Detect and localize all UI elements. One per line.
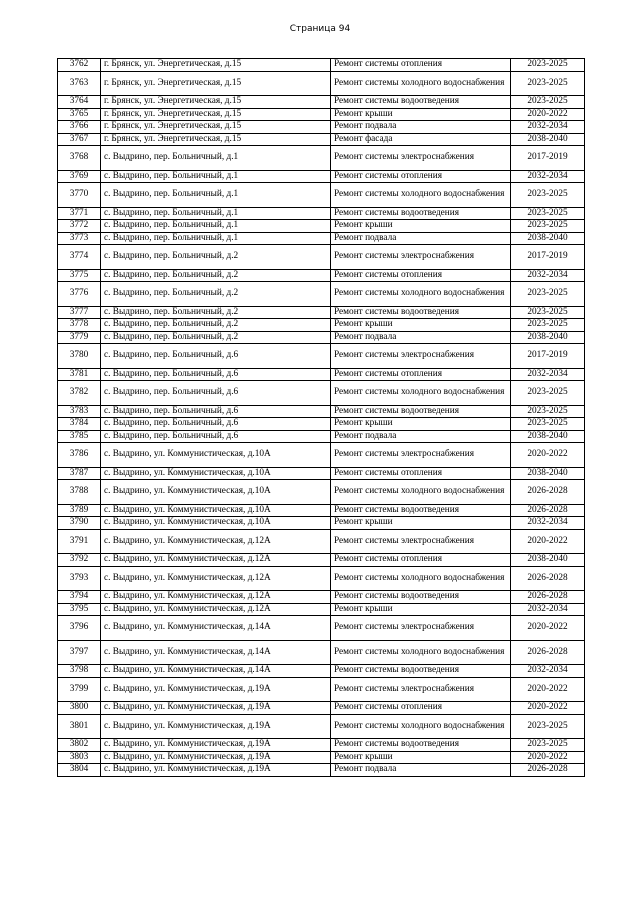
table-row bbox=[58, 59, 585, 72]
row-number-cell: 3788 bbox=[58, 480, 101, 505]
address-cell: с. Выдрино, ул. Коммунистическая, д.10А bbox=[101, 504, 331, 517]
table-row bbox=[58, 146, 585, 171]
address-cell: с. Выдрино, пер. Больничный, д.2 bbox=[101, 245, 331, 270]
row-number-cell: 3790 bbox=[58, 517, 101, 530]
works-table bbox=[57, 58, 585, 777]
address-cell: с. Выдрино, пер. Больничный, д.1 bbox=[101, 232, 331, 245]
address-cell: с. Выдрино, ул. Коммунистическая, д.12А bbox=[101, 529, 331, 554]
period-cell: 2032-2034 bbox=[511, 368, 585, 381]
row-number-cell: 3795 bbox=[58, 603, 101, 616]
address-cell: с. Выдрино, пер. Больничный, д.1 bbox=[101, 220, 331, 233]
row-number-cell: 3784 bbox=[58, 418, 101, 431]
work-type-cell: Ремонт подвала bbox=[331, 232, 511, 245]
row-number-cell: 3796 bbox=[58, 616, 101, 641]
period-cell: 2020-2022 bbox=[511, 702, 585, 715]
address-cell: с. Выдрино, ул. Коммунистическая, д.19А bbox=[101, 677, 331, 702]
period-cell: 2023-2025 bbox=[511, 59, 585, 72]
table-row bbox=[58, 133, 585, 146]
row-number-cell: 3791 bbox=[58, 529, 101, 554]
address-cell: с. Выдрино, ул. Коммунистическая, д.19А bbox=[101, 739, 331, 752]
table-row bbox=[58, 504, 585, 517]
period-cell: 2038-2040 bbox=[511, 467, 585, 480]
address-cell: с. Выдрино, пер. Больничный, д.1 bbox=[101, 207, 331, 220]
row-number-cell: 3767 bbox=[58, 133, 101, 146]
address-cell: с. Выдрино, ул. Коммунистическая, д.19А bbox=[101, 751, 331, 764]
address-cell: с. Выдрино, ул. Коммунистическая, д.19А bbox=[101, 714, 331, 739]
address-cell: с. Выдрино, ул. Коммунистическая, д.14А bbox=[101, 616, 331, 641]
work-type-cell: Ремонт крыши bbox=[331, 517, 511, 530]
table-row bbox=[58, 220, 585, 233]
period-cell: 2020-2022 bbox=[511, 751, 585, 764]
address-cell: с. Выдрино, пер. Больничный, д.6 bbox=[101, 381, 331, 406]
table-row bbox=[58, 665, 585, 678]
table-row bbox=[58, 108, 585, 121]
period-cell: 2023-2025 bbox=[511, 282, 585, 307]
address-cell: г. Брянск, ул. Энергетическая, д.15 bbox=[101, 108, 331, 121]
work-type-cell: Ремонт подвала bbox=[331, 430, 511, 443]
period-cell: 2023-2025 bbox=[511, 220, 585, 233]
row-number-cell: 3779 bbox=[58, 331, 101, 344]
row-number-cell: 3786 bbox=[58, 443, 101, 468]
table-row bbox=[58, 183, 585, 208]
period-cell: 2023-2025 bbox=[511, 418, 585, 431]
work-type-cell: Ремонт системы отопления bbox=[331, 554, 511, 567]
work-type-cell: Ремонт системы электроснабжения bbox=[331, 146, 511, 171]
row-number-cell: 3785 bbox=[58, 430, 101, 443]
period-cell: 2032-2034 bbox=[511, 121, 585, 134]
table-row bbox=[58, 480, 585, 505]
period-cell: 2020-2022 bbox=[511, 443, 585, 468]
table-row bbox=[58, 306, 585, 319]
period-cell: 2026-2028 bbox=[511, 764, 585, 777]
period-cell: 2020-2022 bbox=[511, 677, 585, 702]
table-row bbox=[58, 616, 585, 641]
period-cell: 2026-2028 bbox=[511, 591, 585, 604]
work-type-cell: Ремонт системы отопления bbox=[331, 368, 511, 381]
table-row bbox=[58, 751, 585, 764]
table-row bbox=[58, 640, 585, 665]
row-number-cell: 3763 bbox=[58, 71, 101, 96]
work-type-cell: Ремонт системы отопления bbox=[331, 269, 511, 282]
row-number-cell: 3797 bbox=[58, 640, 101, 665]
table-row bbox=[58, 282, 585, 307]
row-number-cell: 3803 bbox=[58, 751, 101, 764]
work-type-cell: Ремонт системы холодного водоснабжения bbox=[331, 183, 511, 208]
table-row bbox=[58, 269, 585, 282]
work-type-cell: Ремонт системы водоотведения bbox=[331, 504, 511, 517]
address-cell: с. Выдрино, пер. Больничный, д.1 bbox=[101, 183, 331, 208]
row-number-cell: 3765 bbox=[58, 108, 101, 121]
address-cell: с. Выдрино, пер. Больничный, д.6 bbox=[101, 344, 331, 369]
row-number-cell: 3762 bbox=[58, 59, 101, 72]
table-row bbox=[58, 71, 585, 96]
table-row bbox=[58, 319, 585, 332]
row-number-cell: 3802 bbox=[58, 739, 101, 752]
address-cell: с. Выдрино, ул. Коммунистическая, д.14А bbox=[101, 640, 331, 665]
work-type-cell: Ремонт системы холодного водоснабжения bbox=[331, 71, 511, 96]
period-cell: 2038-2040 bbox=[511, 430, 585, 443]
period-cell: 2032-2034 bbox=[511, 517, 585, 530]
period-cell: 2023-2025 bbox=[511, 207, 585, 220]
table-row bbox=[58, 96, 585, 109]
period-cell: 2032-2034 bbox=[511, 170, 585, 183]
table-row bbox=[58, 517, 585, 530]
address-cell: г. Брянск, ул. Энергетическая, д.15 bbox=[101, 71, 331, 96]
address-cell: г. Брянск, ул. Энергетическая, д.15 bbox=[101, 96, 331, 109]
row-number-cell: 3771 bbox=[58, 207, 101, 220]
address-cell: с. Выдрино, ул. Коммунистическая, д.10А bbox=[101, 480, 331, 505]
page-header: Страница 94 bbox=[289, 24, 351, 34]
row-number-cell: 3770 bbox=[58, 183, 101, 208]
table-row bbox=[58, 566, 585, 591]
work-type-cell: Ремонт системы водоотведения bbox=[331, 306, 511, 319]
work-type-cell: Ремонт подвала bbox=[331, 331, 511, 344]
period-cell: 2023-2025 bbox=[511, 319, 585, 332]
address-cell: с. Выдрино, пер. Больничный, д.6 bbox=[101, 418, 331, 431]
work-type-cell: Ремонт системы электроснабжения bbox=[331, 529, 511, 554]
period-cell: 2023-2025 bbox=[511, 405, 585, 418]
row-number-cell: 3781 bbox=[58, 368, 101, 381]
row-number-cell: 3782 bbox=[58, 381, 101, 406]
row-number-cell: 3783 bbox=[58, 405, 101, 418]
row-number-cell: 3775 bbox=[58, 269, 101, 282]
work-type-cell: Ремонт системы водоотведения bbox=[331, 665, 511, 678]
row-number-cell: 3776 bbox=[58, 282, 101, 307]
row-number-cell: 3801 bbox=[58, 714, 101, 739]
work-type-cell: Ремонт системы водоотведения bbox=[331, 96, 511, 109]
work-type-cell: Ремонт системы отопления bbox=[331, 170, 511, 183]
work-type-cell: Ремонт системы отопления bbox=[331, 467, 511, 480]
period-cell: 2038-2040 bbox=[511, 232, 585, 245]
address-cell: с. Выдрино, ул. Коммунистическая, д.14А bbox=[101, 665, 331, 678]
row-number-cell: 3780 bbox=[58, 344, 101, 369]
work-type-cell: Ремонт системы холодного водоснабжения bbox=[331, 480, 511, 505]
address-cell: с. Выдрино, пер. Больничный, д.2 bbox=[101, 331, 331, 344]
period-cell: 2020-2022 bbox=[511, 616, 585, 641]
address-cell: с. Выдрино, ул. Коммунистическая, д.10А bbox=[101, 443, 331, 468]
table-row bbox=[58, 529, 585, 554]
period-cell: 2026-2028 bbox=[511, 566, 585, 591]
work-type-cell: Ремонт крыши bbox=[331, 603, 511, 616]
address-cell: с. Выдрино, пер. Больничный, д.2 bbox=[101, 306, 331, 319]
work-type-cell: Ремонт системы электроснабжения bbox=[331, 344, 511, 369]
row-number-cell: 3774 bbox=[58, 245, 101, 270]
row-number-cell: 3793 bbox=[58, 566, 101, 591]
table-row bbox=[58, 591, 585, 604]
address-cell: с. Выдрино, ул. Коммунистическая, д.12А bbox=[101, 591, 331, 604]
address-cell: г. Брянск, ул. Энергетическая, д.15 bbox=[101, 59, 331, 72]
work-type-cell: Ремонт системы отопления bbox=[331, 702, 511, 715]
row-number-cell: 3768 bbox=[58, 146, 101, 171]
address-cell: с. Выдрино, ул. Коммунистическая, д.19А bbox=[101, 702, 331, 715]
work-type-cell: Ремонт подвала bbox=[331, 121, 511, 134]
table-row bbox=[58, 207, 585, 220]
works-table-body bbox=[58, 59, 585, 777]
work-type-cell: Ремонт крыши bbox=[331, 418, 511, 431]
period-cell: 2023-2025 bbox=[511, 71, 585, 96]
work-type-cell: Ремонт крыши bbox=[331, 108, 511, 121]
address-cell: с. Выдрино, пер. Больничный, д.2 bbox=[101, 282, 331, 307]
table-row bbox=[58, 677, 585, 702]
address-cell: г. Брянск, ул. Энергетическая, д.15 bbox=[101, 133, 331, 146]
table-row bbox=[58, 418, 585, 431]
work-type-cell: Ремонт системы электроснабжения bbox=[331, 616, 511, 641]
period-cell: 2023-2025 bbox=[511, 306, 585, 319]
address-cell: с. Выдрино, ул. Коммунистическая, д.19А bbox=[101, 764, 331, 777]
table-row bbox=[58, 739, 585, 752]
work-type-cell: Ремонт системы холодного водоснабжения bbox=[331, 714, 511, 739]
address-cell: с. Выдрино, пер. Больничный, д.1 bbox=[101, 170, 331, 183]
row-number-cell: 3789 bbox=[58, 504, 101, 517]
table-row bbox=[58, 554, 585, 567]
work-type-cell: Ремонт крыши bbox=[331, 220, 511, 233]
table-row bbox=[58, 764, 585, 777]
period-cell: 2017-2019 bbox=[511, 344, 585, 369]
work-type-cell: Ремонт системы холодного водоснабжения bbox=[331, 640, 511, 665]
work-type-cell: Ремонт системы электроснабжения bbox=[331, 443, 511, 468]
row-number-cell: 3773 bbox=[58, 232, 101, 245]
address-cell: с. Выдрино, ул. Коммунистическая, д.10А bbox=[101, 517, 331, 530]
period-cell: 2038-2040 bbox=[511, 554, 585, 567]
work-type-cell: Ремонт системы водоотведения bbox=[331, 739, 511, 752]
table-row bbox=[58, 467, 585, 480]
address-cell: с. Выдрино, пер. Больничный, д.1 bbox=[101, 146, 331, 171]
period-cell: 2038-2040 bbox=[511, 133, 585, 146]
address-cell: с. Выдрино, пер. Больничный, д.6 bbox=[101, 430, 331, 443]
period-cell: 2023-2025 bbox=[511, 739, 585, 752]
address-cell: с. Выдрино, пер. Больничный, д.2 bbox=[101, 319, 331, 332]
work-type-cell: Ремонт системы отопления bbox=[331, 59, 511, 72]
work-type-cell: Ремонт системы водоотведения bbox=[331, 207, 511, 220]
work-type-cell: Ремонт системы холодного водоснабжения bbox=[331, 282, 511, 307]
table-row bbox=[58, 381, 585, 406]
address-cell: с. Выдрино, ул. Коммунистическая, д.12А bbox=[101, 554, 331, 567]
period-cell: 2032-2034 bbox=[511, 665, 585, 678]
work-type-cell: Ремонт системы холодного водоснабжения bbox=[331, 566, 511, 591]
row-number-cell: 3804 bbox=[58, 764, 101, 777]
row-number-cell: 3766 bbox=[58, 121, 101, 134]
period-cell: 2023-2025 bbox=[511, 96, 585, 109]
work-type-cell: Ремонт системы электроснабжения bbox=[331, 677, 511, 702]
row-number-cell: 3787 bbox=[58, 467, 101, 480]
work-type-cell: Ремонт крыши bbox=[331, 319, 511, 332]
table-row bbox=[58, 430, 585, 443]
table-row bbox=[58, 405, 585, 418]
address-cell: с. Выдрино, пер. Больничный, д.6 bbox=[101, 405, 331, 418]
work-type-cell: Ремонт системы электроснабжения bbox=[331, 245, 511, 270]
row-number-cell: 3769 bbox=[58, 170, 101, 183]
address-cell: с. Выдрино, ул. Коммунистическая, д.12А bbox=[101, 603, 331, 616]
table-row bbox=[58, 603, 585, 616]
table-row bbox=[58, 368, 585, 381]
period-cell: 2038-2040 bbox=[511, 331, 585, 344]
row-number-cell: 3777 bbox=[58, 306, 101, 319]
table-row bbox=[58, 714, 585, 739]
row-number-cell: 3794 bbox=[58, 591, 101, 604]
row-number-cell: 3764 bbox=[58, 96, 101, 109]
address-cell: с. Выдрино, пер. Больничный, д.6 bbox=[101, 368, 331, 381]
row-number-cell: 3778 bbox=[58, 319, 101, 332]
work-type-cell: Ремонт системы водоотведения bbox=[331, 591, 511, 604]
work-type-cell: Ремонт подвала bbox=[331, 764, 511, 777]
period-cell: 2026-2028 bbox=[511, 504, 585, 517]
table-row bbox=[58, 121, 585, 134]
period-cell: 2032-2034 bbox=[511, 603, 585, 616]
address-cell: с. Выдрино, пер. Больничный, д.2 bbox=[101, 269, 331, 282]
work-type-cell: Ремонт фасада bbox=[331, 133, 511, 146]
row-number-cell: 3799 bbox=[58, 677, 101, 702]
period-cell: 2017-2019 bbox=[511, 245, 585, 270]
table-row bbox=[58, 245, 585, 270]
period-cell: 2023-2025 bbox=[511, 381, 585, 406]
address-cell: с. Выдрино, ул. Коммунистическая, д.12А bbox=[101, 566, 331, 591]
row-number-cell: 3800 bbox=[58, 702, 101, 715]
period-cell: 2020-2022 bbox=[511, 529, 585, 554]
work-type-cell: Ремонт системы холодного водоснабжения bbox=[331, 381, 511, 406]
period-cell: 2017-2019 bbox=[511, 146, 585, 171]
work-type-cell: Ремонт крыши bbox=[331, 751, 511, 764]
period-cell: 2026-2028 bbox=[511, 480, 585, 505]
address-cell: г. Брянск, ул. Энергетическая, д.15 bbox=[101, 121, 331, 134]
period-cell: 2032-2034 bbox=[511, 269, 585, 282]
row-number-cell: 3792 bbox=[58, 554, 101, 567]
table-row bbox=[58, 170, 585, 183]
work-type-cell: Ремонт системы водоотведения bbox=[331, 405, 511, 418]
period-cell: 2026-2028 bbox=[511, 640, 585, 665]
table-row bbox=[58, 232, 585, 245]
period-cell: 2020-2022 bbox=[511, 108, 585, 121]
period-cell: 2023-2025 bbox=[511, 183, 585, 208]
table-row bbox=[58, 443, 585, 468]
row-number-cell: 3798 bbox=[58, 665, 101, 678]
table-row bbox=[58, 331, 585, 344]
row-number-cell: 3772 bbox=[58, 220, 101, 233]
table-row bbox=[58, 702, 585, 715]
table-row bbox=[58, 344, 585, 369]
period-cell: 2023-2025 bbox=[511, 714, 585, 739]
address-cell: с. Выдрино, ул. Коммунистическая, д.10А bbox=[101, 467, 331, 480]
